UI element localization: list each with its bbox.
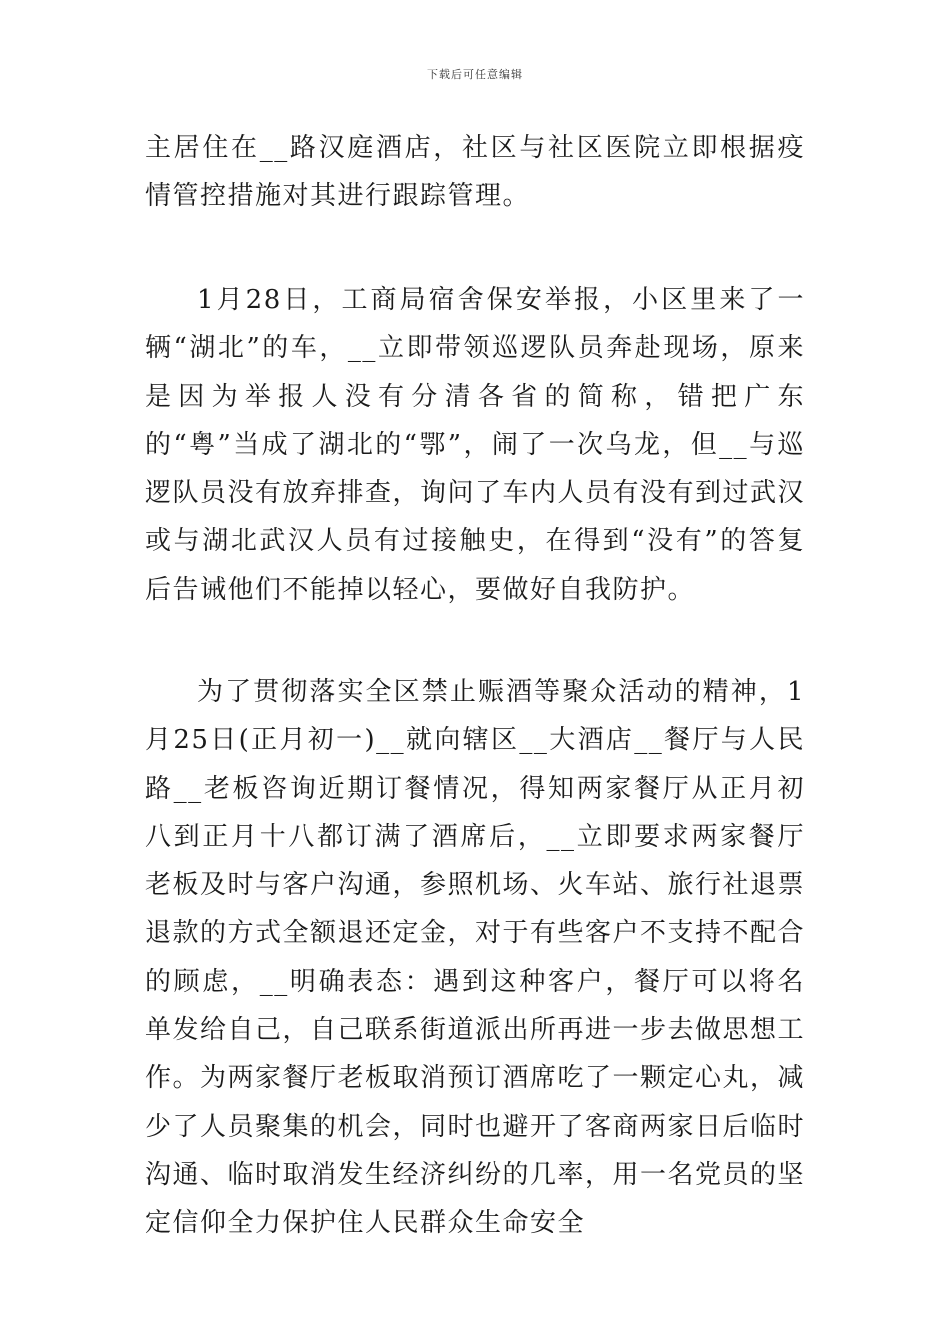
paragraph-text: 为了贯彻落实全区禁止赈酒等聚众活动的精神，1月25日(正月初一)__就向辖区__大酒店__餐厅与人民路__老板咨询近期订餐情况，得知两家餐厅从正月初八到正月十八都订满了酒席后，__立即要求两家餐厅老板及时与客户沟通，参照机场、火车站、旅行社退票退款的方式全额退还定金，对于有些客户不支持不配合的顾虑，__明确表态：遇到这种客户，餐厅可以将名单发给自己，自己联系街道派出所再进一步去做思想工作。为两家餐厅老板取消预订酒席吃了一颗定心丸，减少了人员聚集的机会，同时也避开了客商两家日后临时沟通、临时取消发生经济纠纷的几率，用一名党员的坚定信仰全力保护住人民群众生命安全: [145, 677, 806, 1239]
paragraph-text: 主居住在__路汉庭酒店，社区与社区医院立即根据疫情管控措施对其进行跟踪管理。: [145, 133, 805, 212]
paragraph-3: [145, 668, 805, 1248]
paragraph-text: 1月28日，工商局宿舍保安举报，小区里来了一辆“湖北”的车，__立即带领巡逻队员奔赴现场，原来是因为举报人没有分清各省的简称，错把广东的“粤”当成了湖北的“鄂”，闹了一次乌龙，但__与巡逻队员没有放弃排查，询问了车内人员有没有到过武汉或与湖北武汉人员有过接触史，在得到“没有”的答复后告诫他们不能掉以轻心，要做好自我防护。: [145, 285, 806, 605]
paragraph-2: [145, 276, 805, 614]
page-header: 下载后可任意编辑: [427, 68, 523, 81]
paragraph-1: [145, 124, 805, 221]
